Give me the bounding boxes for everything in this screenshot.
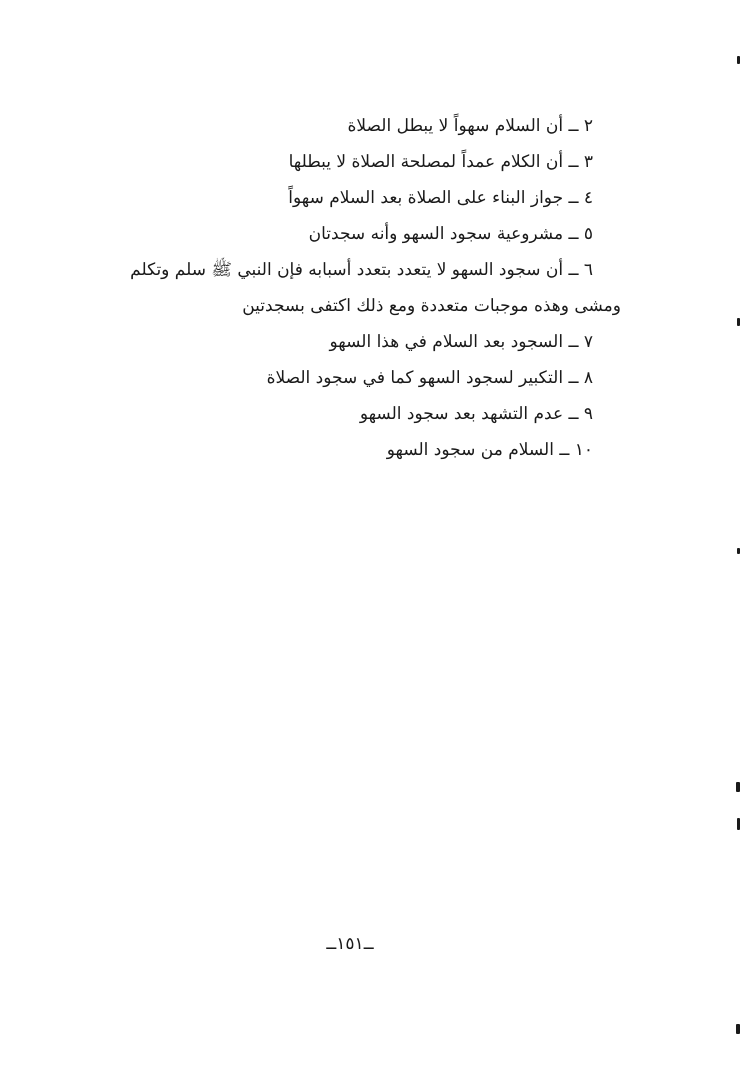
scan-speck (736, 1024, 740, 1034)
scan-speck (736, 782, 740, 792)
list-item-continuation: ومشى وهذه موجبات متعددة ومع ذلك اكتفى بسجدتين (242, 296, 621, 316)
list-item: ٦ ــ أن سجود السهو لا يتعدد بتعدد أسبابه فإن النبي ﷺ سلم وتكلم (130, 260, 593, 280)
scan-speck (737, 548, 740, 554)
list-item: ٤ ــ جواز البناء على الصلاة بعد السلام سهواً (288, 188, 593, 208)
list-item: ٩ ــ عدم التشهد بعد سجود السهو (359, 404, 593, 424)
scan-speck (737, 818, 740, 830)
list-item: ٨ ــ التكبير لسجود السهو كما في سجود الصلاة (266, 368, 593, 388)
list-item: ٣ ــ أن الكلام عمداً لمصلحة الصلاة لا يبطلها (288, 152, 593, 172)
scan-speck (737, 56, 740, 64)
page-number: ــ١٥١ــ (326, 934, 374, 954)
list-item: ٧ ــ السجود بعد السلام في هذا السهو (329, 332, 593, 352)
scan-speck (737, 318, 740, 326)
list-item: ١٠ ــ السلام من سجود السهو (386, 440, 593, 460)
list-item: ٢ ــ أن السلام سهواً لا يبطل الصلاة (347, 116, 593, 136)
conclusions-list (73, 108, 621, 468)
list-item: ٥ ــ مشروعية سجود السهو وأنه سجدتان (308, 224, 593, 244)
